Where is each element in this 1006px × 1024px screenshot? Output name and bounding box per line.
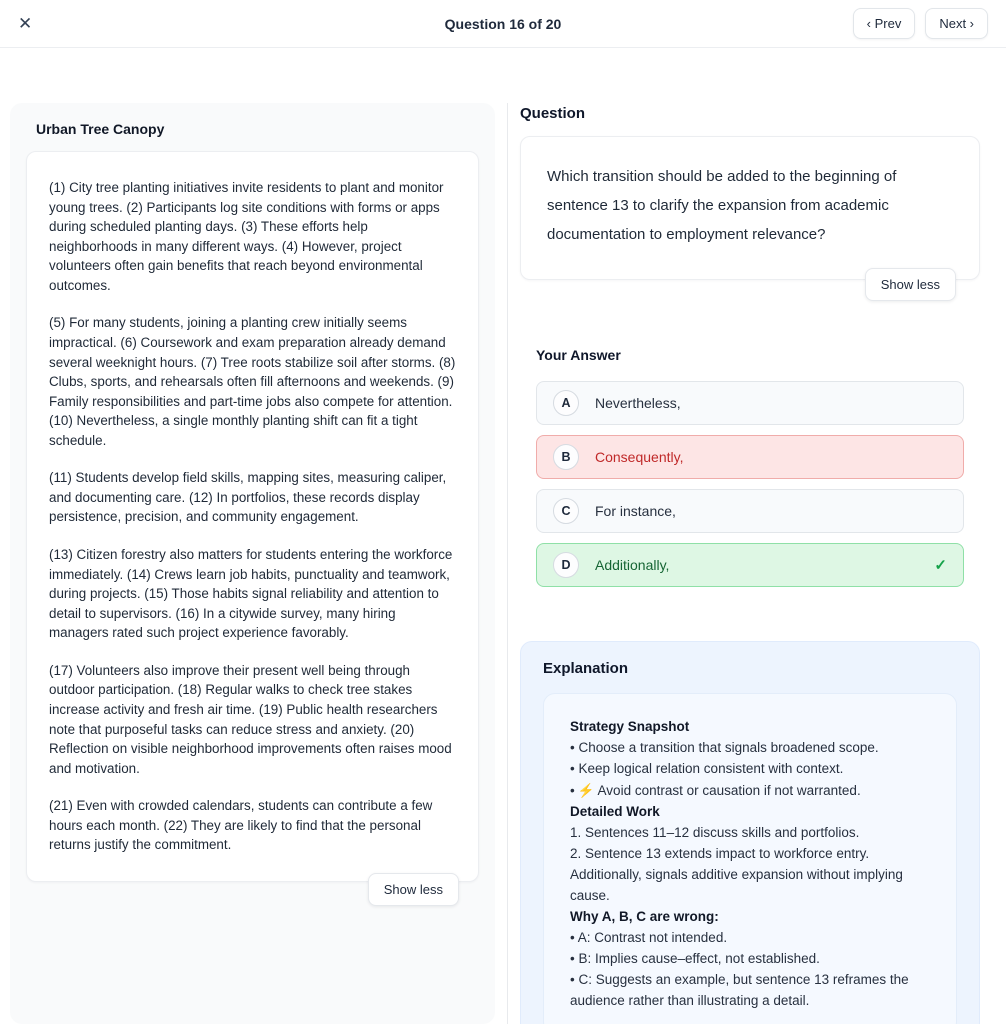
explanation-line: • C: Suggests an example, but sentence 13 reframes the audience rather than illustrating a detail. — [570, 971, 909, 1008]
explanation-heading: Explanation — [543, 660, 629, 678]
passage-paragraph: (17) Volunteers also improve their present well being through outdoor participation. (18) Regular walks to check tree stakes increase activity and fresh air time. (19) Public health researchers note that purposeful tasks can reduce stress and anxiety. (20) Reflection on visible neighborhood improvements often raises mood and motivation. — [49, 662, 452, 776]
correct-check-icon: ✓ — [934, 557, 947, 575]
option-label: Consequently, — [595, 449, 684, 466]
question-show-less-button[interactable]: Show less — [865, 268, 956, 301]
question-text: Which transition should be added to the beginning of sentence 13 to clarify the expansion from academic documentation to employment relevance? — [547, 168, 897, 243]
next-button[interactable]: Next › — [925, 8, 988, 39]
passage-paragraph: (1) City tree planting initiatives invite residents to plant and monitor young trees. (2) Participants log site conditions with forms or apps during scheduled planting days. (3) These efforts help neighborhoods in many different ways. (4) However, project volunteers often gain benefits that reach beyond environmental outcomes. — [49, 180, 444, 293]
answers-section — [520, 347, 980, 587]
explanation-line: • Choose a transition that signals broadened scope. — [570, 740, 879, 756]
explanation-line: 1. Sentences 11–12 discuss skills and portfolios. — [570, 824, 860, 840]
option-label: For instance, — [595, 503, 676, 520]
explanation-line: • B: Implies cause–effect, not established. — [570, 950, 820, 966]
explanation-panel — [520, 641, 980, 1024]
top-bar — [0, 0, 1006, 48]
bullet: • — [570, 782, 575, 798]
your-answer-heading: Your Answer — [536, 347, 621, 364]
page-title: Question 16 of 20 — [444, 15, 562, 32]
answer-option-d[interactable] — [536, 543, 964, 587]
nav-buttons — [853, 8, 988, 39]
question-heading: Question — [520, 105, 586, 122]
passage-show-less-button[interactable]: Show less — [368, 873, 459, 906]
prev-button[interactable]: ‹ Prev — [853, 8, 916, 39]
option-label: Additionally, — [595, 557, 670, 574]
answer-option-b[interactable] — [536, 435, 964, 479]
option-label: Nevertheless, — [595, 395, 681, 412]
explanation-line: • Keep logical relation consistent with context. — [570, 761, 844, 777]
answer-option-a[interactable] — [536, 381, 964, 425]
explanation-card — [543, 693, 957, 1024]
passage-panel — [10, 103, 495, 1024]
question-panel — [508, 103, 996, 1024]
explanation-line: Why A, B, C are wrong: — [570, 908, 719, 924]
explanation-line: Detailed Work — [570, 803, 660, 819]
close-icon[interactable]: ✕ — [18, 14, 33, 33]
explanation-line: • A: Contrast not intended. — [570, 929, 728, 945]
passage-title: Urban Tree Canopy — [36, 121, 165, 137]
answer-option-c[interactable] — [536, 489, 964, 533]
passage-card — [26, 151, 479, 882]
option-letter-badge: C — [553, 498, 579, 524]
explanation-line — [570, 780, 930, 801]
explanation-line: Strategy Snapshot — [570, 719, 690, 735]
zap-icon: ⚡ — [577, 782, 595, 798]
explanation-line: 2. Sentence 13 extends impact to workforce entry. Additionally, signals additive expansion without implying cause. — [570, 845, 903, 903]
passage-paragraph: (13) Citizen forestry also matters for students entering the workforce immediately. (14) Crews learn job habits, punctuality and teamwork, during projects. (15) Those habits signal reliability and attention to detail to supervisors. (16) In a citywide survey, many hiring managers rated such project experience favorably. — [49, 547, 453, 641]
option-letter-badge: B — [553, 444, 579, 470]
passage-paragraph: (11) Students develop field skills, mapping sites, measuring caliper, and documenting care. (12) In portfolios, these records display persistence, precision, and community engagement. — [49, 470, 447, 525]
option-letter-badge: D — [553, 552, 579, 578]
passage-paragraph: (21) Even with crowded calendars, students can contribute a few hours each month. (22) They are likely to find that the personal returns justify the commitment. — [49, 798, 433, 853]
content-area — [0, 103, 1006, 1024]
explanation-line-text: Avoid contrast or causation if not warranted. — [597, 782, 861, 798]
passage-paragraph: (5) For many students, joining a planting crew initially seems impractical. (6) Coursework and exam preparation already demand several weeknight hours. (7) Tree roots stabilize soil after storms. (8) Clubs, sports, and rehearsals often fill afternoons and weekends. (9) Family responsibilities and part-time jobs also compete for attention. (10) Nevertheless, a single monthly planting shift can fit a tight schedule. — [49, 315, 456, 448]
option-letter-badge: A — [553, 390, 579, 416]
question-card — [520, 136, 980, 280]
